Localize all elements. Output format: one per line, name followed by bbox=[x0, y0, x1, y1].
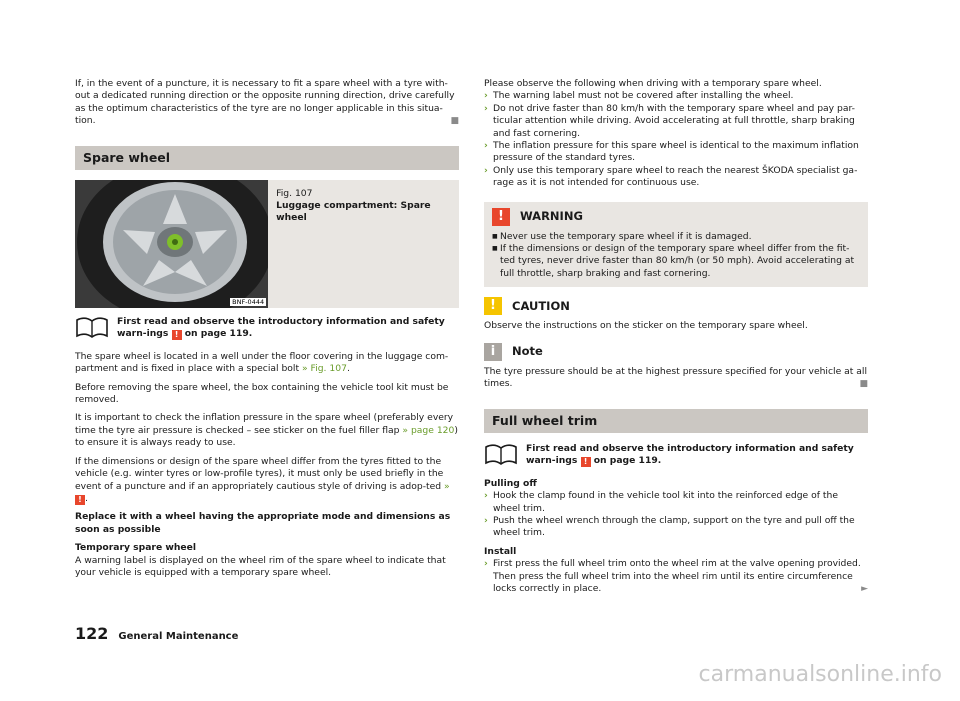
list-item: ■ Never use the temporary spare wheel if it is damaged. bbox=[492, 231, 860, 243]
warning-symbol-icon: ! bbox=[581, 457, 591, 467]
figure-code: BNF-0444 bbox=[232, 298, 265, 307]
caution-title: CAUTION bbox=[512, 299, 570, 314]
list-item: › The inflation pressure for this spare wheel is identical to the maximum inflation pressure of the standard tyres. bbox=[484, 140, 859, 164]
paragraph-replace: Replace it with a wheel having the appropriate mode and dimensions as soon as possible bbox=[75, 511, 451, 535]
read-first-text: First read and observe the introductory information and safety warn-ings ! on page 119. bbox=[526, 442, 854, 467]
paragraph-removal: Before removing the spare wheel, the box containing the vehicle tool kit must be removed. bbox=[75, 381, 449, 406]
warning-symbol-icon: ! bbox=[75, 495, 85, 505]
warning-header bbox=[492, 208, 860, 226]
paragraph-temporary: Temporary spare wheel A warning label is displayed on the wheel rim of the spare wheel to indicate that your vehicle is equipped with a temporary spare wheel. bbox=[75, 542, 459, 579]
right-column bbox=[484, 78, 868, 601]
section-title-spare-wheel: Spare wheel bbox=[75, 146, 459, 170]
chapter-title: General Maintenance bbox=[118, 631, 239, 642]
warning-icon: ! bbox=[492, 208, 510, 226]
figure-link[interactable]: » Fig. 107 bbox=[302, 363, 347, 375]
warning-title: WARNING bbox=[520, 209, 583, 224]
warning-box bbox=[484, 202, 868, 288]
temporary-heading: Temporary spare wheel bbox=[75, 542, 197, 554]
intro-text: If, in the event of a puncture, it is necessary to fit a spare wheel with a tyre with-out a dedicated running direction or the opposite running direction, drive carefully as the optimum characteristics of the tyre are no longer applicable in this situa-tion. bbox=[75, 78, 455, 127]
note-icon: i bbox=[484, 343, 502, 361]
figure-number: Fig. 107 bbox=[276, 188, 313, 200]
page-footer bbox=[75, 624, 239, 643]
spare-wheel-illustration bbox=[75, 180, 268, 308]
list-item: › Do not drive faster than 80 km/h with the temporary spare wheel and pay par-ticular attention while driving. Avoid accelerating at full throttle, sharp braking and fast cornering. bbox=[484, 102, 855, 139]
list-item: › The warning label must not be covered after installing the wheel. bbox=[484, 90, 794, 102]
list-item: › First press the full wheel trim onto the wheel rim at the valve opening provided. Then press the full wheel trim into the wheel rim until its entire circumference locks correctly in place. ► bbox=[484, 558, 868, 594]
install-steps bbox=[484, 558, 868, 595]
warning-symbol-icon: ! bbox=[172, 330, 182, 340]
chevron-right-icon: › bbox=[484, 90, 488, 102]
read-first-notice bbox=[484, 443, 868, 468]
intro-paragraph bbox=[75, 78, 459, 128]
section-end-icon: ■ bbox=[450, 116, 459, 127]
chevron-right-icon: › bbox=[484, 490, 488, 502]
chevron-right-icon: › bbox=[484, 558, 488, 570]
pulling-off-steps bbox=[484, 490, 868, 540]
list-item: ■ If the dimensions or design of the temporary spare wheel differ from the fit-ted tyres, never drive faster than 80 km/h (or 50 mph). Avoid accelerating at full throttle, sharp braking and fast cornering. bbox=[492, 243, 860, 280]
figure-caption bbox=[268, 180, 459, 308]
chevron-right-icon: › bbox=[484, 140, 488, 152]
read-first-notice bbox=[75, 316, 459, 341]
open-book-icon bbox=[75, 316, 109, 338]
paragraph-dimensions: If the dimensions or design of the spare wheel differ from the tyres fitted to the vehicle (e.g. winter tyres or low-profile tyres), it must only be used briefly in the event of a puncture and if an appropriately cautious style of driving is adop-ted » ! . bbox=[75, 455, 450, 504]
paragraph-location: The spare wheel is located in a well under the floor covering in the luggage com-partment and is fixed in place with a special bolt » Fig. 107. bbox=[75, 350, 449, 375]
figure-caption-text: Luggage compartment: Spare wheel bbox=[276, 200, 431, 224]
continue-arrow-icon: ► bbox=[861, 583, 868, 594]
section-title-full-wheel-trim: Full wheel trim bbox=[484, 409, 868, 433]
page-number: 122 bbox=[75, 624, 109, 643]
note-header bbox=[484, 343, 868, 361]
page-reference-link[interactable]: on page 119. bbox=[184, 328, 253, 340]
temporary-wheel-list bbox=[484, 90, 868, 189]
open-book-icon bbox=[484, 443, 518, 465]
page-link[interactable]: » page 120 bbox=[402, 424, 455, 436]
section-end-icon: ■ bbox=[859, 379, 868, 390]
page-reference-link[interactable]: on page 119. bbox=[593, 455, 662, 467]
right-intro: Please observe the following when driving with a temporary spare wheel. bbox=[484, 78, 822, 89]
chevron-right-icon: › bbox=[484, 102, 488, 114]
chevron-right-icon: › bbox=[484, 164, 488, 176]
paragraph-inflation: It is important to check the inflation pressure in the spare wheel (preferably every time the tyre air pressure is checked – see sticker on the fuel filler flap » page 120) to ensure it is always ready to use. bbox=[75, 412, 458, 449]
list-item: › Push the wheel wrench through the clamp, support on the tyre and pull off the wheel trim. bbox=[484, 514, 855, 539]
warning-link[interactable]: » bbox=[444, 480, 450, 492]
list-item: › Only use this temporary spare wheel to reach the nearest ŠKODA specialist ga-rage as it is not intended for continuous use. bbox=[484, 164, 858, 189]
watermark: carmanualsonline.info bbox=[698, 662, 942, 687]
list-item: › Hook the clamp found in the vehicle tool kit into the reinforced edge of the wheel trim. bbox=[484, 490, 838, 514]
install-heading: Install bbox=[484, 545, 517, 557]
spare-wheel-image bbox=[75, 180, 268, 308]
note-text: The tyre pressure should be at the highest pressure specified for your vehicle at all times. ■ bbox=[484, 365, 868, 390]
caution-text: Observe the instructions on the sticker on the temporary spare wheel. bbox=[484, 320, 808, 332]
note-title: Note bbox=[512, 344, 543, 359]
read-first-text: First read and observe the introductory information and safety warn-ings ! on page 119. bbox=[117, 316, 445, 340]
left-column bbox=[75, 78, 459, 585]
warning-list bbox=[492, 231, 860, 281]
figure-107 bbox=[75, 180, 459, 308]
chevron-right-icon: › bbox=[484, 514, 488, 526]
pulling-off-heading: Pulling off bbox=[484, 477, 537, 489]
caution-icon: ! bbox=[484, 297, 502, 315]
caution-header bbox=[484, 297, 868, 315]
